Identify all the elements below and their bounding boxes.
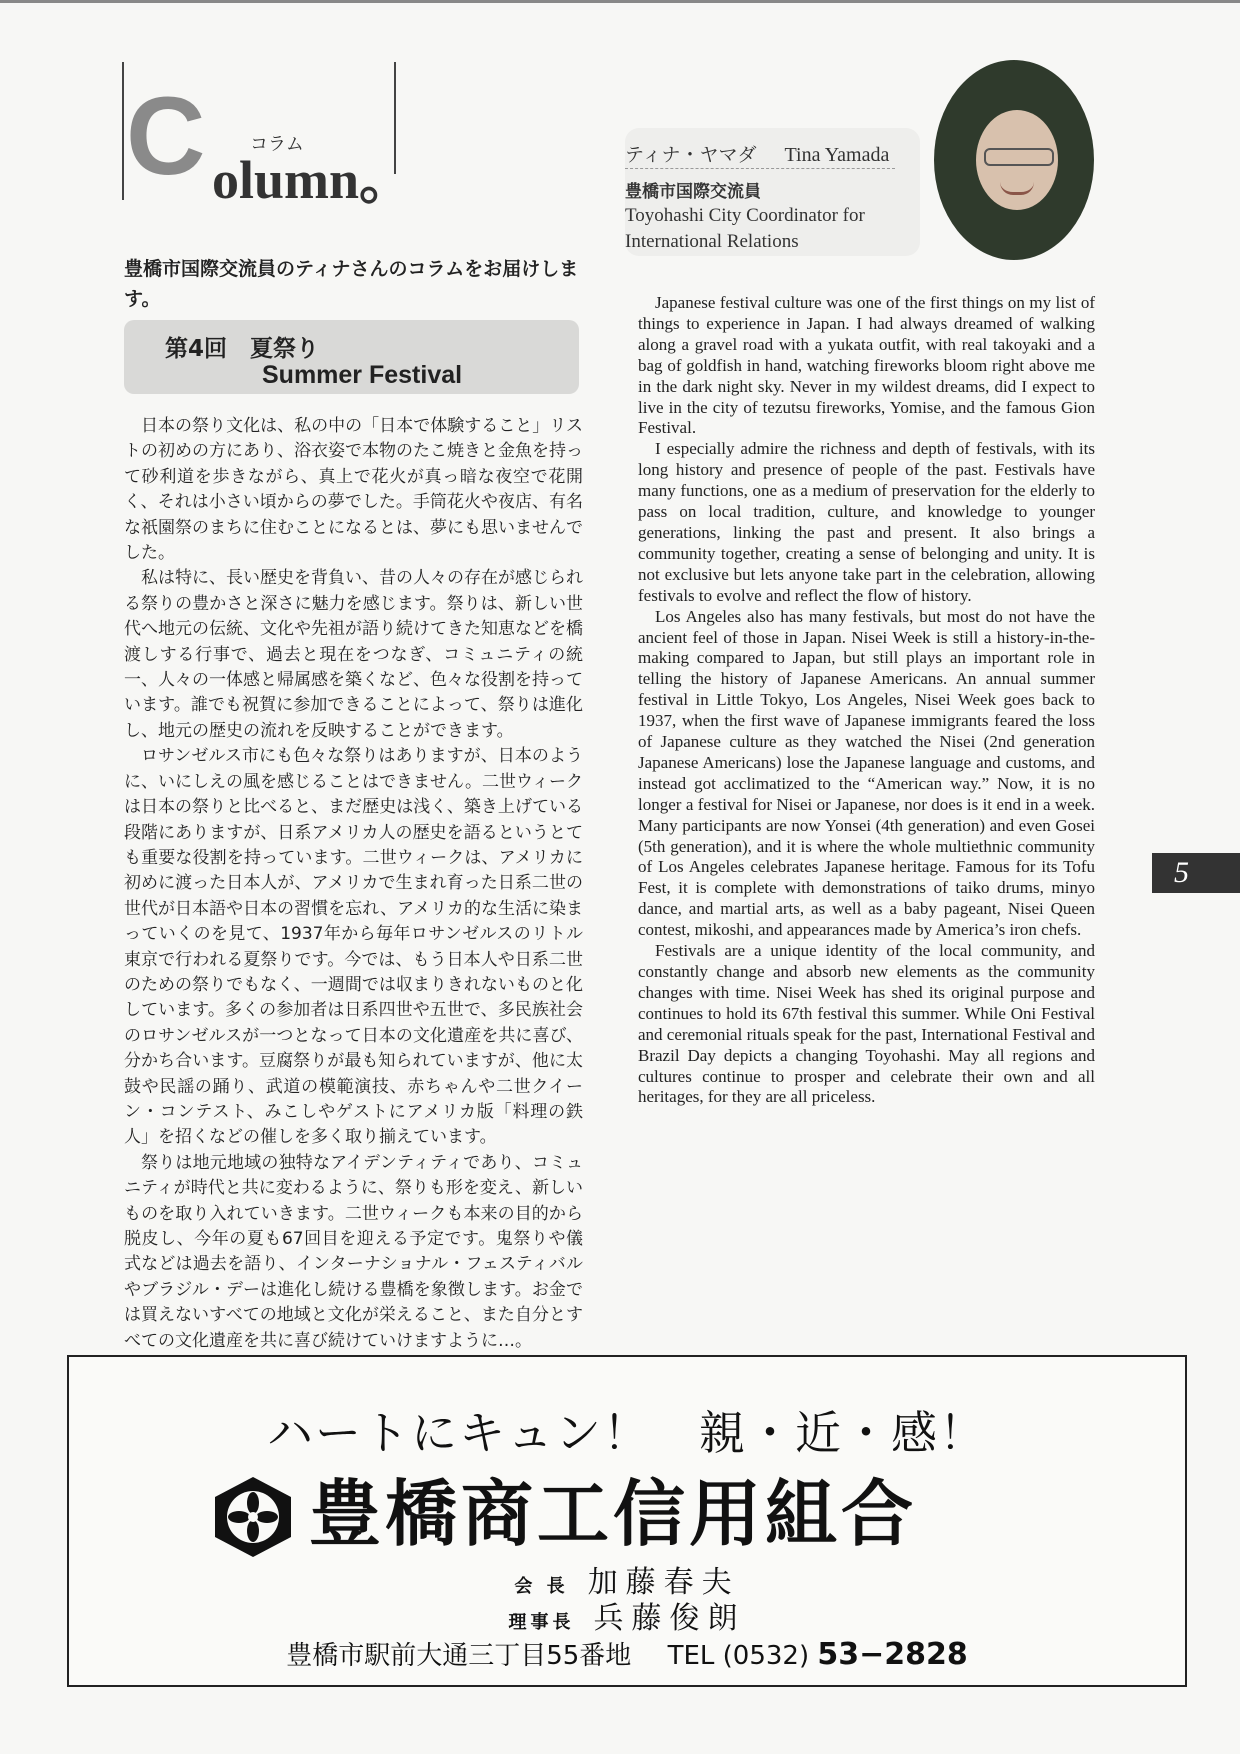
ad-address: 豊橋市駅前大通三丁目55番地 <box>286 1641 632 1671</box>
director-label: 理事長 <box>508 1612 575 1633</box>
page-number-tab: 5 <box>1152 853 1240 893</box>
intro-text: 豊橋市国際交流員のティナさんのコラムをお届けします。 <box>124 258 579 310</box>
en-paragraph: Los Angeles also has many festivals, but most do not have the ancient feel of those in Japan. Nisei Week is still a history-in-the-making compared to Japan, but still plays an important role in telling the history of Japanese Americans. An annual summer festival in Little Tokyo, Los Angeles, Nisei Week goes back to 1937, when the first wave of Japanese immigrants feared the loss of Japanese culture as they watched the Nisei (2nd generation Japanese Americans) lose the Japanese language and customs, and instead got acclimatized to the “American way.” Now, it is no longer a festival for Nisei or Japanese, nor does is it end in a week. Many participants are now Yonsei (4th generation) and even Gosei (5th generation), and it is where the whole multiethnic community of Los Angeles celebrates Japanese heritage. Famous for its Tofu Fest, it is complete with demonstrations of taiko drums, minyo dance, and martial arts, as well as a baby pageant, Nisei Queen contest, mikoshi, and appearances made by America’s iron chefs. <box>638 606 1095 940</box>
credit-union-logo-icon <box>211 1475 295 1559</box>
ad-slogan: ハートにキュン！ 親・近・感！ <box>267 1406 987 1460</box>
english-article-body <box>638 293 1095 1108</box>
ad-contact-row <box>69 1635 1185 1672</box>
en-paragraph: I especially admire the richness and depth of festivals, with its long history and presence of people of the past. Festivals have many functions, one as a medium of preservation for the elderly to pass on local tradition, culture, and knowledge to younger generations, linking the past and present. It also brings a community together, creating a sense of belonging and unity. It is not exclusive but lets anyone take part in the celebration, allowing festivals to evolve and reflect the flow of history. <box>638 439 1095 605</box>
jp-paragraph: 祭りは地元地域の独特なアイデンティティであり、コミュニティが時代と共に変わるように、祭りも形を変え、新しいものを取り入れていきます。二世ウィークも本来の目的から脱皮し、今年の夏も67回目を迎える予定です。鬼祭りや儀式などは過去を語り、インターナショナル・フェスティバルやブラジル・デーは進化し続ける豊橋を象徴します。お金では買えないすべての地域と文化が栄えること、また自分とすべての文化遺産を共に喜び続けていけますように…。 <box>124 1152 583 1351</box>
author-name-en: Tina Yamada <box>784 144 890 166</box>
japanese-article-body <box>124 414 583 1354</box>
author-name <box>625 140 889 167</box>
chairman-label: 会 長 <box>514 1576 569 1597</box>
author-role-en: Toyohashi City Coordinator for International Relations <box>625 205 865 252</box>
ad-director-row <box>69 1593 1185 1637</box>
article-title-en: Summer Festival <box>262 361 463 389</box>
advertisement-box <box>67 1355 1187 1687</box>
article-title-jp: 第4回 夏祭り <box>165 336 320 362</box>
jp-paragraph: 日本の祭り文化は、私の中の「日本で体験すること」リストの初めの方にあり、浴衣姿で本物のたこ焼きと金魚を持って砂利道を歩きながら、真上で花火が真っ暗な夜空で花開く、それは小さい頃からの夢でした。手筒花火や夜店、有名な祇園祭のまちに住むことになるとは、夢にも思いませんでした。 <box>124 416 583 564</box>
author-name-jp: ティナ・ヤマダ <box>625 144 757 166</box>
chairman-name: 加藤春夫 <box>587 1565 740 1600</box>
en-paragraph: Festivals are a unique identity of the local community, and constantly change and absorb new elements as the community changes with time. Nisei Week has shed its original purpose and continues to hold its 67th festival this summer. While Oni Festival and ceremonial rituals speak for the past, International Festival and Brazil Day depicts a changing Toyohashi. May all regions and cultures continue to prosper and celebrate their own and all heritages, for they are all priceless. <box>638 941 1095 1107</box>
top-border-line <box>0 0 1240 3</box>
column-ruby: コラム <box>250 134 304 155</box>
column-header <box>122 62 414 210</box>
author-photo <box>934 60 1094 260</box>
jp-paragraph: 私は特に、長い歴史を背負い、昔の人々の存在が感じられる祭りの豊かさと深さに魅力を感じます。祭りは、新しい世代へ地元の伝統、文化や先祖が語り続けてきた知恵などを橋渡しする行事で、過去と現在をつなぎ、コミュニティの統一、人々の一体感と帰属感を築くなど、色々な役割を持っています。誰でも祝賀に参加できることによって、祭りは進化し、地元の歴史の流れを反映することができます。 <box>124 568 583 741</box>
author-role-jp: 豊橋市国際交流員 <box>625 182 761 202</box>
en-paragraph: Japanese festival culture was one of the first things on my list of things to experience in Japan. I had always dreamed of walking along a gravel road with a yukata outfit, with real takoyaki and a bag of goldfish in hand, watching fireworks bloom right above me in the dark night sky. Never in my wildest dreams, did I expect to live in the city of tezutsu fireworks, Yomise, and the famous Gion Festival. <box>638 293 1095 438</box>
author-photo-glasses <box>984 148 1054 166</box>
ad-tel-number: 53−2828 <box>817 1637 968 1672</box>
ad-company-name: 豊橋商工信用組合 <box>309 1472 918 1556</box>
director-name: 兵藤俊朗 <box>593 1601 746 1636</box>
ad-tel-area: (0532) <box>722 1641 810 1671</box>
column-big-letter: C <box>126 75 206 198</box>
jp-paragraph: ロサンゼルス市にも色々な祭りはありますが、日本のように、いにしえの風を感じることはできません。二世ウィークは日本の祭りと比べると、まだ歴史は浅く、築き上げている段階にありますが、日系アメリカ人の歴史を語るというとても重要な役割を持っています。二世ウィークは、アメリカに初めに渡った日本人が、アメリカで生まれ育った日系二世の世代が日本語や日本の習慣を忘れ、アメリカ的な生活に染まっていくのを見て、1937年から毎年ロサンゼルスのリトル東京で行われる夏祭りです。今では、もう日本人や日系二世のための祭りでもなく、一週間では収まりきれないものと化しています。多くの参加者は日系四世や五世で、多民族社会のロサンゼルスが一つとなって日本の文化遺産を共に喜び、分かち合います。豆腐祭りが最も知られていますが、他に太鼓や民謡の踊り、武道の模範演技、赤ちゃんや二世クイーン・コンテスト、みこしやゲストにアメリカ版「料理の鉄人」を招くなどの催しを多く取り揃えています。 <box>124 746 583 1148</box>
author-divider <box>625 168 895 169</box>
header-bracket-left <box>122 62 124 200</box>
ad-tel-label: TEL <box>667 1641 715 1671</box>
column-title-rest: olumn。 <box>212 150 414 210</box>
